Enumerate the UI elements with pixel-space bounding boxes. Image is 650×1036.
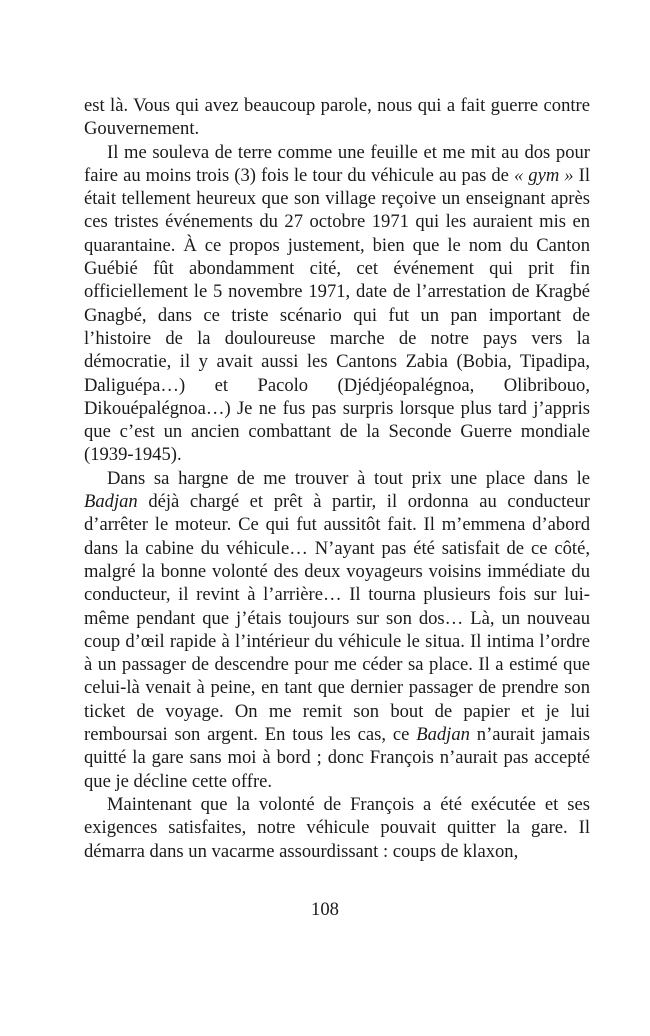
body-text: [84, 94, 590, 863]
paragraph-4: [84, 793, 590, 863]
text-segment: Dans sa hargne de me trouver à tout prix une place dans le: [107, 467, 590, 489]
text-segment: Maintenant que la volonté de François a été exécutée et ses exigences satisfaites, notre véhicule pouvait quitter la gare. Il démarra dans un vacarme assourdissant : coups de klaxon,: [84, 793, 590, 862]
paragraph-3: [84, 467, 590, 793]
text-segment: Il était tellement heureux que son village reçoive un enseignant après ces tristes événements du 27 octobre 1971 qui les auraient mis en quarantaine. À ce propos justement, bien que le nom du Canton Guébié fût abondamment cité, cet événement qui prit fin officiellement le 5 novembre 1971, date de l’arrestation de Kragbé Gnagbé, dans ce triste scénario qui fut un pan important de l’histoire de la douloureuse marche de notre pays vers la démocratie, il y avait aussi les Cantons Zabia (Bobia, Tipadipa, Daliguépa…) et Pacolo (Djédjéopalégnoa, Olibribouo, Dikouépalégnoa…) Je ne fus pas surpris lorsque plus tard j’appris que c’est un ancien combattant de la Seconde Guerre mondiale (1939-1945).: [84, 164, 590, 466]
text-segment: Il me souleva de terre comme une feuille et me mit au dos pour faire au moins trois (3) fois le tour du véhicule au pas de: [84, 141, 590, 186]
text-segment: est là. Vous qui avez beaucoup parole, nous qui a fait guerre contre Gouvernement.: [84, 95, 590, 140]
paragraph-1: [84, 94, 590, 141]
italic-segment: Badjan: [84, 491, 138, 513]
text-segment: n’aurait jamais quitté la gare sans moi à bord ; donc François n’aurait pas accepté que je décline cette offre.: [84, 724, 590, 792]
page-number: 108: [311, 899, 339, 920]
italic-segment: « gym »: [513, 164, 574, 186]
text-segment: déjà chargé et prêt à partir, il ordonna au conducteur d’arrêter le moteur. Ce qui fut aussitôt fait. Il m’emmena d’abord dans la cabine du véhicule… N’ayant pas été satisfait de ce côté, malgré la bonne volonté des deux voyageurs voisins immédiate du conducteur, il revint à l’arrière… Il tourna plusieurs fois sur lui-même pendant que j’étais toujours sur son dos… Là, un nouveau coup d’œil rapide à l’intérieur du véhicule le situa. Il intima l’ordre à un passager de descendre pour me céder sa place. Il a estimé que celui-là venait à peine, en tant que dernier passager de prendre son ticket de voyage. On me remit son bout de papier et je lui remboursai son argent. En tous les cas, ce: [84, 491, 590, 746]
italic-segment: Badjan: [416, 724, 470, 746]
paragraph-2: [84, 141, 590, 467]
